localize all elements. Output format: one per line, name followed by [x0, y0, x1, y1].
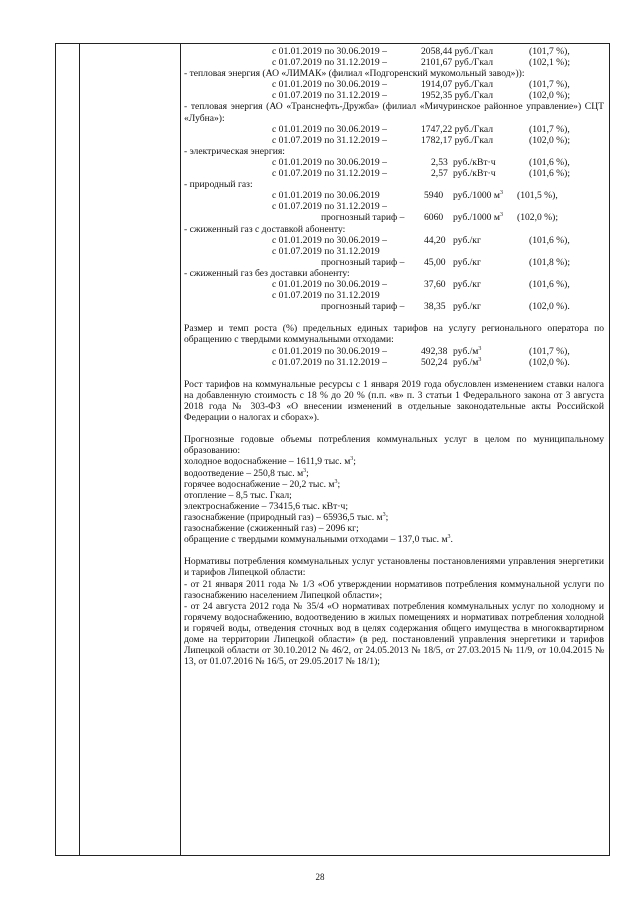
volume-item: газоснабжение (природный газ) – 65936,5 тыс. $м^3$;	[184, 511, 389, 523]
lpg-delivery-heading: - сжиженный газ с доставкой абоненту:	[184, 223, 346, 235]
electric-heading: - электрическая энергия:	[184, 145, 285, 157]
tariff-row: с 01.01.2019 по 30.06.2019 – 44,20 руб./кг (101,6 %),	[272, 234, 570, 246]
page-number: 28	[315, 872, 325, 882]
tariff-row: прогнозный тариф – 38,35 руб./кг (102,0 %).	[321, 301, 570, 313]
norms-item: - от 24 августа 2012 года № 35/4 «О нормативах потребления коммунальных услуг по холодному и горячему водоснабжению, водоотведению в жилых помещениях и нормативах потребления холодной и горячей воды, отведения сточных вод в целях содержания общего имущества в многоквартирном доме на территории Липецкой области» (в ред. постановлений управления энергетики и тарифов Липецкой области от 30.10.2012 № 46/2, от 24.05.2013 № 18/5, от 27.03.2015 № 11/9, от 10.04.2015 № 13, от 01.07.2016 № 16/5, от 29.05.2017 № 18/1);	[184, 600, 604, 668]
volume-item: электроснабжение – 73415,6 тыс. кВт·ч;	[184, 500, 349, 512]
tariff-row: с 01.07.2019 по 31.12.2019 – 1952,35 руб./Гкал (102,0 %);	[272, 90, 571, 102]
tariff-row: с 01.01.2019 по 30.06.2019 – 37,60 руб./кг (101,6 %),	[272, 278, 570, 290]
limak-heading: - тепловая энергия (АО «ЛИМАК» (филиал «Подгоренский мукомольный завод»)):	[184, 68, 525, 80]
volume-item: горячее водоснабжение – 20,2 тыс. $м^3$;	[184, 478, 341, 490]
column-divider-2	[180, 44, 181, 855]
waste-heading: Размер и темп роста (%) предельных единых тарифов на услугу регионального оператора по обращению с твердыми коммунальными отходами:	[184, 323, 604, 346]
tariff-row: с 01.07.2019 по 31.12.2019 – 502,24 $руб./м^3$ (102,0 %).	[272, 356, 570, 368]
column-divider-1	[79, 44, 80, 855]
tariff-row: с 01.01.2019 по 30.06.2019 – 492,38 $руб./м^3$ (101,7 %),	[272, 345, 570, 357]
tariff-row: с 01.07.2019 по 31.12.2019 – 2,57 руб./кВт·ч (101,6 %);	[272, 168, 571, 180]
tariff-row: с 01.01.2019 по 30.06.2019 – 1747,22 руб./Гкал (101,7 %),	[272, 123, 570, 135]
growth-paragraph: Рост тарифов на коммунальные ресурсы с 1 января 2019 года обусловлен изменением ставки налога на добавленную стоимость с 18 % до 20 % (п.п. «в» п. 3 статьи 1 Федерального закона от 3 августа 2018 года № 303-ФЗ «О внесении изменений в отдельные законодательные акты Российской Федерации о налогах и сборах»).	[184, 378, 604, 424]
tariff-row: с 01.07.2019 по 31.12.2019 –	[272, 201, 387, 213]
tariff-row: прогнозный тариф – 45,00 руб./кг (101,8 %);	[321, 256, 571, 268]
transneft-heading: - тепловая энергия (АО «Транснефть-Дружба» (филиал «Мичуринское районное управление») СЦТ «Лубна»):	[184, 101, 604, 124]
volume-item: отопление – 8,5 тыс. Гкал;	[184, 489, 292, 501]
norms-item: - от 21 января 2011 года № 1/3 «Об утверждении нормативов потребления коммунальной услуги по газоснабжению населением Липецкой области»;	[184, 578, 604, 601]
tariff-row: с 01.07.2019 по 31.12.2019 – 2101,67 руб./Гкал (102,1 %);	[272, 57, 571, 69]
volume-item: холодное водоснабжение – 1611,9 тыс. $м^3$;	[184, 456, 356, 468]
volumes-heading: Прогнозные годовые объемы потребления коммунальных услуг в целом по муниципальному образованию:	[184, 434, 604, 457]
volume-item: газоснабжение (сжиженный газ) – 2096 кг;	[184, 523, 359, 535]
tariff-row: с 01.01.2019 по 30.06.2019 5940 руб./1000 $м^3$ (101,5 %),	[272, 190, 558, 202]
tariff-row: с 01.01.2019 по 30.06.2019 – 1914,07 руб./Гкал (101,7 %),	[272, 79, 570, 91]
volume-item: обращение с твердыми коммунальными отходами – 137,0 тыс. $м^3$.	[184, 533, 453, 546]
volume-item: водоотведение – 250,8 тыс. $м^3$;	[184, 467, 309, 479]
tariff-row: прогнозный тариф – 6060 руб./1000 $м^3$ (102,0 %);	[321, 212, 559, 224]
norms-heading: Нормативы потребления коммунальных услуг установлены постановлениями управления энергетики и тарифов Липецкой области:	[184, 556, 604, 579]
tariff-row: с 01.07.2019 по 31.12.2019 – 1782,17 руб./Гкал (102,0 %);	[272, 134, 571, 146]
tariff-row: с 01.07.2019 по 31.12.2019	[272, 290, 380, 302]
gas-heading: - природный газ:	[184, 179, 253, 191]
table-cell-content	[184, 46, 604, 667]
tariff-row: с 01.01.2019 по 30.06.2019 – 2,53 руб./кВт·ч (101,6 %),	[272, 156, 570, 168]
lpg-nodelivery-heading: - сжиженный газ без доставки абоненту:	[184, 267, 350, 279]
tariff-row: с 01.07.2019 по 31.12.2019	[272, 245, 380, 257]
tariff-row: с 01.01.2019 по 30.06.2019 – 2058,44 руб./Гкал (101,7 %),	[272, 46, 570, 57]
